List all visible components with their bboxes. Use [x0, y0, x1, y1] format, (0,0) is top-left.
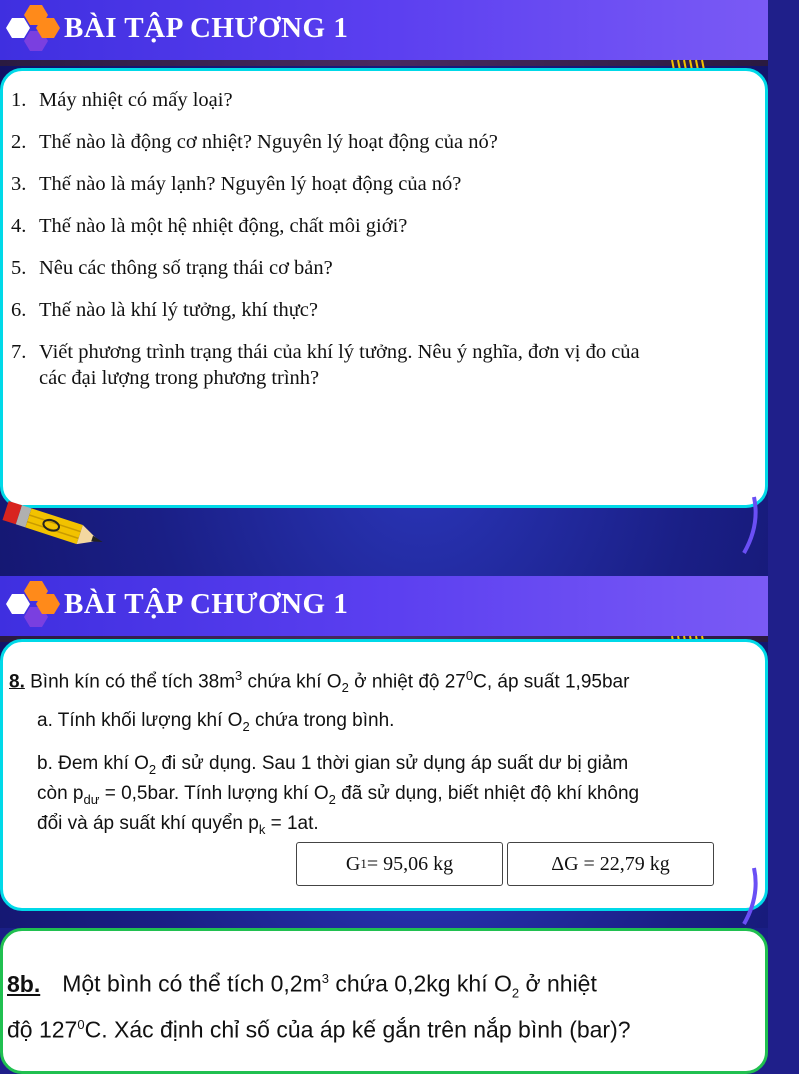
- superscript: 0: [77, 1017, 85, 1033]
- part-b-line-2: [37, 782, 797, 812]
- hexagon-logo-icon: [2, 579, 60, 629]
- part-b-line-3: [37, 812, 797, 842]
- text-run: C, áp suất 1,95bar: [473, 671, 630, 693]
- slide-2: [0, 576, 768, 928]
- question-item: [11, 171, 640, 197]
- question-item: [11, 297, 640, 323]
- text-run: Bình kín có thể tích 38m: [24, 671, 236, 693]
- text-run: đi sử dụng. Sau 1 thời gian sử dụng áp suất dư bị giảm: [156, 753, 629, 774]
- question-text: Nêu các thông số trạng thái cơ bản?: [39, 257, 333, 279]
- question-item: [11, 213, 640, 239]
- question-number: 4.: [11, 215, 27, 237]
- superscript: 3: [235, 668, 243, 683]
- text-run: độ 127: [7, 1016, 78, 1043]
- text-run: C. Xác định chỉ số của áp kế gắn trên nắp bình (bar)?: [84, 1016, 631, 1043]
- slide-title: BÀI TẬP CHƯƠNG 1: [64, 12, 349, 44]
- subscript: 2: [328, 791, 336, 807]
- question-number: 5.: [11, 257, 27, 279]
- text-run: còn p: [37, 782, 84, 804]
- answer-box-delta-g: [507, 842, 714, 886]
- text-run: chứa 0,2kg khí O: [329, 970, 512, 997]
- questions-card: [0, 68, 768, 508]
- question-number: 1.: [11, 89, 27, 111]
- text-run: chứa trong bình.: [249, 710, 395, 731]
- text-run: đã sử dụng, biết nhiệt độ khí không: [335, 782, 640, 804]
- question-item: [11, 87, 640, 113]
- pencil-icon: [0, 495, 112, 565]
- subscript: 1: [360, 856, 367, 871]
- question-number: 7.: [11, 341, 27, 363]
- subscript: k: [258, 821, 266, 837]
- problem-8b-statement: [7, 963, 777, 1046]
- text-run: G: [345, 852, 361, 875]
- text-run: đổi và áp suất khí quyển p: [37, 812, 259, 834]
- superscript: 0: [465, 668, 474, 683]
- text-run: Một bình có thể tích 0,2m: [62, 970, 322, 997]
- problem-8b-card: [0, 928, 768, 1074]
- question-item: [11, 255, 640, 281]
- question-text: Thế nào là động cơ nhiệt? Nguyên lý hoạt động của nó?: [39, 131, 498, 153]
- subscript: 2: [148, 761, 157, 777]
- question-number: 2.: [11, 131, 27, 153]
- question-item: [11, 339, 640, 391]
- subscript: 2: [341, 680, 349, 696]
- text-run: ở nhiệt: [519, 970, 597, 997]
- text-run: = 95,06 kg: [366, 852, 454, 875]
- part-b: [37, 752, 797, 841]
- text-run: b. Đem khí O: [37, 753, 149, 774]
- text-run: = 0,5bar. Tính lượng khí O: [99, 782, 329, 804]
- questions-list: [11, 87, 640, 407]
- question-text: Thế nào là một hệ nhiệt động, chất môi giới?: [39, 215, 408, 237]
- problem-number: 8b.: [7, 970, 41, 997]
- slide-3: [0, 928, 768, 1043]
- problem-number: 8.: [9, 671, 25, 693]
- problem-8b-line-1: [7, 963, 777, 1009]
- decorative-arc: [740, 866, 760, 926]
- hexagon-logo-icon: [2, 3, 60, 53]
- subscript: 2: [511, 985, 520, 1001]
- text-run: chứa khí O: [242, 671, 342, 693]
- divider-stripe: [0, 60, 768, 66]
- question-item: [11, 129, 640, 155]
- text-run: ΔG = 22,79 kg: [551, 852, 670, 875]
- question-text: Viết phương trình trạng thái của khí lý tưởng. Nêu ý nghĩa, đơn vị đo của: [39, 341, 640, 363]
- question-text: Thế nào là máy lạnh? Nguyên lý hoạt động của nó?: [39, 173, 462, 195]
- question-number: 6.: [11, 299, 27, 321]
- question-text: Máy nhiệt có mấy loại?: [39, 89, 233, 111]
- problem-8-statement: [9, 668, 799, 695]
- title-bar: [0, 576, 768, 636]
- question-number: 3.: [11, 173, 27, 195]
- subscript: dư: [83, 791, 100, 807]
- text-run: ở nhiệt độ 27: [348, 671, 466, 693]
- part-b-line-1: [37, 752, 797, 782]
- superscript: 3: [321, 971, 329, 986]
- question-text-continued: các đại lượng trong phương trình?: [39, 367, 320, 389]
- problem-8b-line-2: [7, 1009, 777, 1046]
- text-run: a. Tính khối lượng khí O: [37, 710, 243, 731]
- question-text: Thế nào là khí lý tưởng, khí thực?: [39, 299, 319, 321]
- subscript: 2: [242, 718, 250, 734]
- problem-card: [0, 639, 768, 911]
- decorative-arc: [740, 495, 760, 555]
- slide-title: BÀI TẬP CHƯƠNG 1: [64, 588, 349, 620]
- title-bar: [0, 0, 768, 60]
- text-run: = 1at.: [265, 812, 319, 834]
- answer-box-g1: [296, 842, 503, 886]
- part-a: [37, 710, 394, 734]
